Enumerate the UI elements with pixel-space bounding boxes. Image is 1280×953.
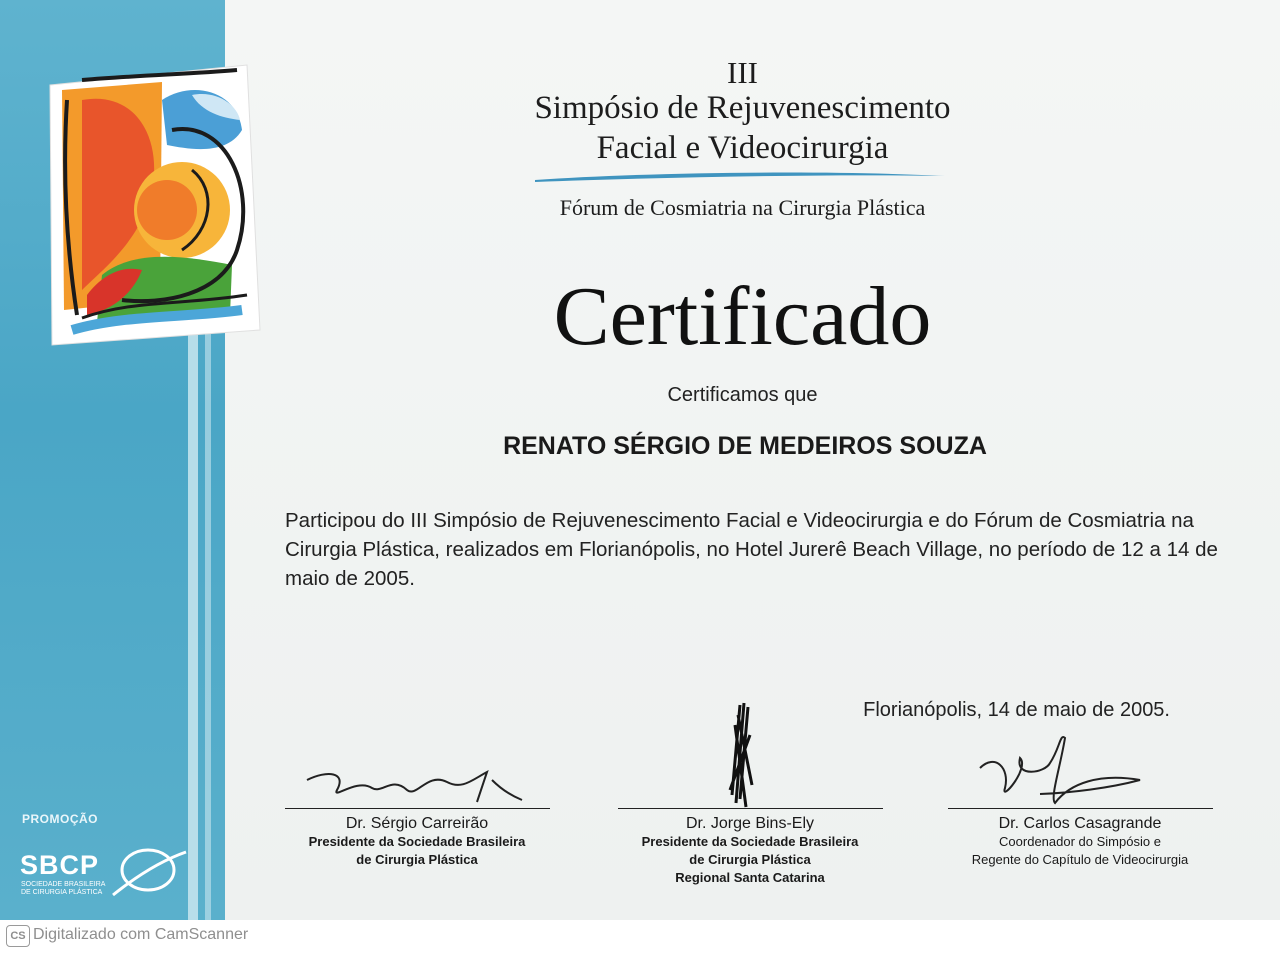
title-swoosh-divider <box>530 170 950 184</box>
signatory-role-line-2: Regente do Capítulo de Videocirurgia <box>971 852 1189 867</box>
signature-line <box>618 808 883 809</box>
certificate-body-text: Participou do III Simpósio de Rejuvenescimento Facial e Videocirurgia e do Fórum de Cosmiatria na Cirurgia Plástica, realizados em Florianópolis, no Hotel Jurerê Beach Village, no período de 12 a 14 de maio de 2005. <box>285 509 1218 590</box>
signature-block-3 <box>945 728 1215 869</box>
scanner-footer <box>0 920 1280 953</box>
signature-scribble <box>950 728 1210 808</box>
band-stripe <box>205 330 211 920</box>
promotion-label: PROMOÇÃO <box>22 812 98 826</box>
signatory-role-line-3: Regional Santa Catarina <box>675 870 825 885</box>
place-and-date: Florianópolis, 14 de maio de 2005. <box>863 699 1170 721</box>
signatory-role-line-1: Coordenador do Simpósio e <box>999 834 1161 849</box>
signature-block-2 <box>615 695 885 887</box>
signatory-name: Dr. Sérgio Carreirão <box>345 815 489 832</box>
signature-scribble <box>620 695 880 808</box>
recipient-name: RENATO SÉRGIO DE MEDEIROS SOUZA <box>503 432 987 460</box>
signatory-name: Dr. Carlos Casagrande <box>998 815 1162 832</box>
signatory-role-line-2: de Cirurgia Plástica <box>689 852 811 867</box>
signatory-role-line-2: de Cirurgia Plástica <box>356 852 478 867</box>
sbcp-org-name-line-1: SOCIEDADE BRASILEIRA <box>21 881 106 888</box>
event-logo-illustration <box>42 60 262 350</box>
certificate-intro: Certificamos que <box>667 384 818 406</box>
sbcp-org-name <box>21 881 111 897</box>
event-title-line-1: Simpósio de Rejuvenescimento <box>534 90 951 126</box>
signatory-name: Dr. Jorge Bins-Ely <box>685 815 815 832</box>
signature-line <box>948 808 1213 809</box>
sbcp-org-name-line-2: DE CIRURGIA PLÁSTICA <box>21 889 103 896</box>
sbcp-logo-text: SBCP <box>20 850 100 880</box>
signatory-role-line-1: Presidente da Sociedade Brasileira <box>308 834 526 849</box>
scanner-watermark-label: Digitalizado com CamScanner <box>33 926 249 943</box>
event-edition-number: III <box>727 55 758 90</box>
signatory-role-line-1: Presidente da Sociedade Brasileira <box>641 834 859 849</box>
signature-line <box>285 808 550 809</box>
event-title-line-2: Facial e Videocirurgia <box>596 130 889 166</box>
band-stripe <box>188 330 198 920</box>
camscanner-icon: CS <box>6 925 30 947</box>
signature-block-1 <box>282 760 552 869</box>
forum-subtitle: Fórum de Cosmiatria na Cirurgia Plástica <box>559 195 926 220</box>
signature-scribble <box>287 760 547 808</box>
certificate-heading: Certificado <box>553 270 932 363</box>
